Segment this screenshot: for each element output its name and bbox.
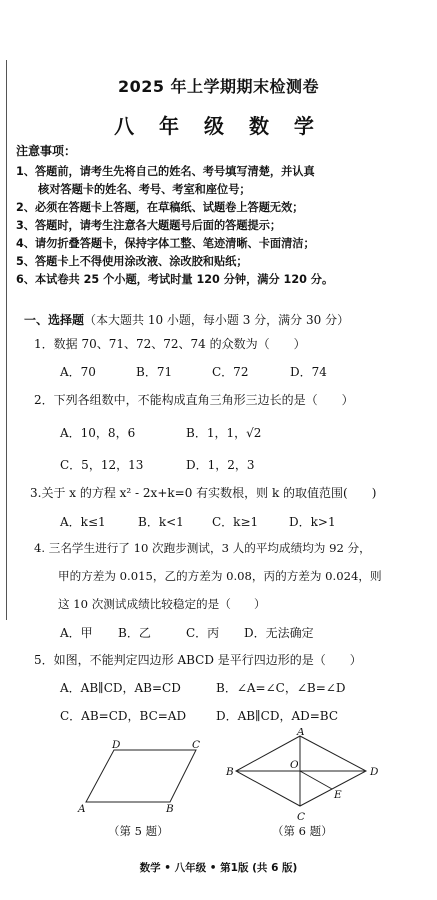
vertex-label-d: D xyxy=(112,739,121,751)
question-4-option-d: D．无法确定 xyxy=(244,626,314,640)
question-5-stem: 5．如图，不能判定四边形 ABCD 是平行四边形的是（ ） xyxy=(34,653,362,667)
vertex-label-a: A xyxy=(78,803,86,815)
section-heading xyxy=(24,311,349,328)
page-footer: 数学 • 八年级 • 第1版 (共 6 版) xyxy=(139,862,298,874)
question-1-option-b: B．71 xyxy=(136,365,173,379)
question-1-option-a: A．70 xyxy=(60,365,96,379)
question-5-option-b: B．∠A=∠C，∠B=∠D xyxy=(216,681,346,695)
question-1-option-c: C．72 xyxy=(212,365,249,379)
vertex-label-c: C xyxy=(297,811,306,823)
notice-item: 核对答题卡的姓名、考号、考室和座位号； xyxy=(38,183,251,196)
question-5-option-c: C．AB=CD，BC=AD xyxy=(60,709,187,723)
question-2-stem: 2．下列各组数中，不能构成直角三角形三边长的是（ ） xyxy=(34,393,354,407)
question-4-option-a: A．甲 xyxy=(60,626,93,640)
exam-title: 2025 年上学期期末检测卷 xyxy=(117,77,320,96)
figure-5-caption: （第 5 题） xyxy=(108,824,169,838)
figure-6-rhombus xyxy=(220,728,390,828)
figure-6-caption: （第 6 题） xyxy=(272,824,333,838)
parallelogram-shape xyxy=(86,750,196,802)
question-2-option-c: C．5，12，13 xyxy=(60,458,144,472)
question-2-option-a: A．10，8，6 xyxy=(60,426,136,440)
question-2-option-d: D．1，2，3 xyxy=(186,458,255,472)
vertex-label-c: C xyxy=(192,739,201,751)
vertex-label-b: B xyxy=(226,766,234,778)
question-3-stem: 3.关于 x 的方程 x² - 2x+k=0 有实数根，则 k 的取值范围( ) xyxy=(30,486,377,500)
question-4-option-c: C．丙 xyxy=(186,626,220,640)
question-3-option-d: D．k>1 xyxy=(289,515,336,529)
notice-item: 3、答题时，请考生注意各大题题号后面的答题提示； xyxy=(16,219,282,232)
question-4-stem-line: 4. 三名学生进行了 10 次跑步测试，3 人的平均成绩均为 92 分， xyxy=(34,541,371,555)
notice-heading: 注意事项： xyxy=(16,144,77,158)
notice-item: 6、本试卷共 25 个小题，考试时量 120 分钟，满分 120 分。 xyxy=(16,273,334,286)
question-5-option-a: A．AB∥CD，AB=CD xyxy=(60,681,181,695)
notice-item: 2、必须在答题卡上答题，在草稿纸、试题卷上答题无效； xyxy=(16,201,304,214)
question-3-option-a: A．k≤1 xyxy=(60,515,106,529)
notice-item: 5、答题卡上不得使用涂改液、涂改胶和贴纸； xyxy=(16,255,248,268)
notice-item: 4、请勿折叠答题卡，保持字体工整、笔迹清晰、卡面清洁； xyxy=(16,237,315,250)
vertex-label-b: B xyxy=(166,803,174,815)
question-1-stem: 1．数据 70、71、72、72、74 的众数为（ ） xyxy=(34,337,306,351)
point-label-o: O xyxy=(290,759,299,771)
question-4-stem-line: 甲的方差为 0.015，乙的方差为 0.08，丙的方差为 0.024，则 xyxy=(58,569,382,583)
subject-title: 八 年 级 数 学 xyxy=(114,114,323,138)
question-5-option-d: D．AB∥CD，AD=BC xyxy=(216,709,339,723)
question-3-option-c: C．k≥1 xyxy=(212,515,259,529)
question-4-stem-line: 这 10 次测试成绩比较稳定的是（ ） xyxy=(58,597,266,611)
notice-item: 1、答题前，请考生先将自己的姓名、考号填写清楚，并认真 xyxy=(16,165,315,178)
section-note: （本大题共 10 小题，每小题 3 分，满分 30 分） xyxy=(84,313,350,327)
question-4-option-b: B．乙 xyxy=(118,626,151,640)
figure-5-parallelogram xyxy=(70,738,220,818)
section-name: 一、选择题 xyxy=(24,313,85,327)
question-3-option-b: B．k<1 xyxy=(138,515,184,529)
point-label-e: E xyxy=(334,789,342,801)
vertex-label-d: D xyxy=(370,766,379,778)
segment-oe xyxy=(300,771,332,789)
question-1-option-d: D．74 xyxy=(290,365,327,379)
question-2-option-b: B．1，1，√2 xyxy=(186,426,262,440)
binding-margin-line xyxy=(6,60,7,620)
vertex-label-a: A xyxy=(297,728,305,738)
